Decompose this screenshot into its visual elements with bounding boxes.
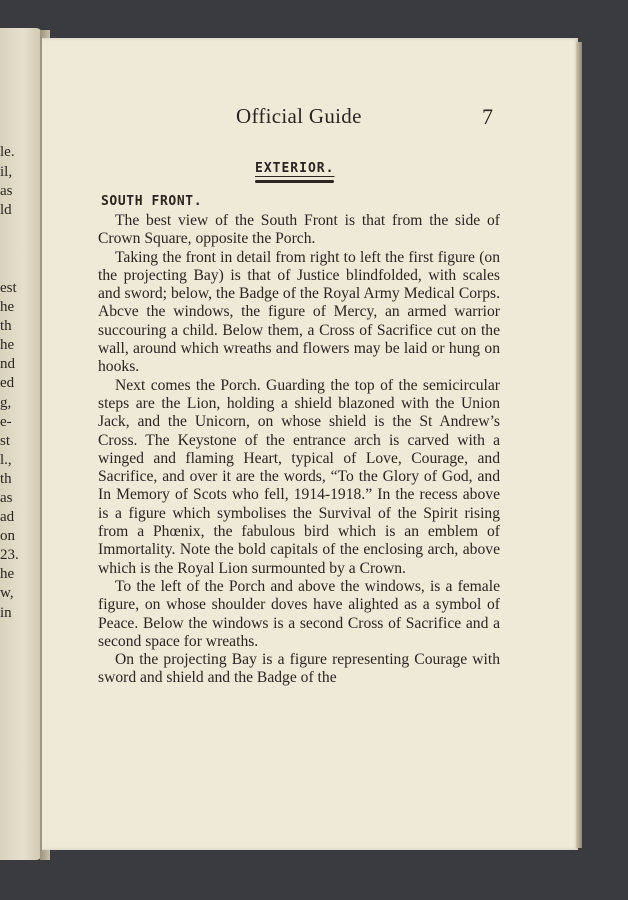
left-page-fragment: he <box>0 337 15 353</box>
subsection-title: SOUTH FRONT. <box>101 194 203 209</box>
left-page-fragment: on <box>0 528 15 544</box>
left-page-fragment: il, <box>0 164 13 180</box>
left-page-fragment: he <box>0 299 15 315</box>
left-page-fragment: g, <box>0 395 12 411</box>
left-page-fragment: ad <box>0 509 15 525</box>
body-text <box>98 212 500 688</box>
running-head: Official Guide <box>236 104 362 128</box>
left-page-fragment: ld <box>0 202 12 218</box>
left-page-fragment: l., <box>0 452 12 468</box>
left-page-fragment: as <box>0 183 13 199</box>
paragraph: On the projecting Bay is a figure representing Courage with sword and shield and the Badge of the <box>98 651 500 687</box>
left-page-fragment: le. <box>0 144 15 160</box>
left-page-fragment: w, <box>0 585 14 601</box>
paragraph: The best view of the South Front is that from the side of Crown Square, opposite the Porch. <box>98 212 500 248</box>
left-page-fragment: est <box>0 280 17 296</box>
left-page-fragment: st <box>0 433 11 449</box>
left-page-fragment: e- <box>0 414 12 430</box>
paragraph: Next comes the Porch. Guarding the top of the semicircular steps are the Lion, holding a shield blazoned with the Union Jack, and the Unicorn, on whose shield is the St Andrew’s Cross. The Keystone of the entrance arch is carved with a winged and flaming Heart, typical of Love, Courage, and Sacrifice, and over it are the words, “To the Glory of God, and In Memory of Scots who fell, 1914-1918.” In the recess above is a figure which symbolises the Survival of the Spirit rising from a Phœnix, the fabulous bird which is an emblem of Immortality. Note the bold capitals of the enclosing arch, above which is the Royal Lion surmounted by a Crown. <box>98 376 500 577</box>
left-page-fragment: ed <box>0 375 15 391</box>
left-page-fragment: he <box>0 566 15 582</box>
left-page-fragment: th <box>0 318 12 334</box>
left-page-fragment: nd <box>0 356 15 372</box>
left-page-edge <box>0 28 42 860</box>
paragraph: To the left of the Porch and above the windows, is a female figure, on whose shoulder doves have alighted as a symbol of Peace. Below the windows is a second Cross of Sacrifice and a second space for wreaths. <box>98 577 500 650</box>
title-rule <box>255 180 334 183</box>
left-page-fragment: as <box>0 490 13 506</box>
left-page-fragment: in <box>0 605 12 621</box>
page-stack-edge <box>576 42 582 848</box>
paragraph: Taking the front in detail from right to left the first figure (on the projecting Bay) is that of Justice blindfolded, with scales and sword; below, the Badge of the Royal Army Medical Corps. Abcve the windows, the figure of Mercy, an armed warrior succouring a child. Below them, a Cross of Sacrifice cut on the wall, around which wreaths and flowers may be laid or hung on hooks. <box>98 248 500 376</box>
left-page-fragment: 23. <box>0 547 19 563</box>
left-page-fragment: th <box>0 471 12 487</box>
section-title: EXTERIOR. <box>255 161 335 176</box>
page-number: 7 <box>482 104 493 129</box>
